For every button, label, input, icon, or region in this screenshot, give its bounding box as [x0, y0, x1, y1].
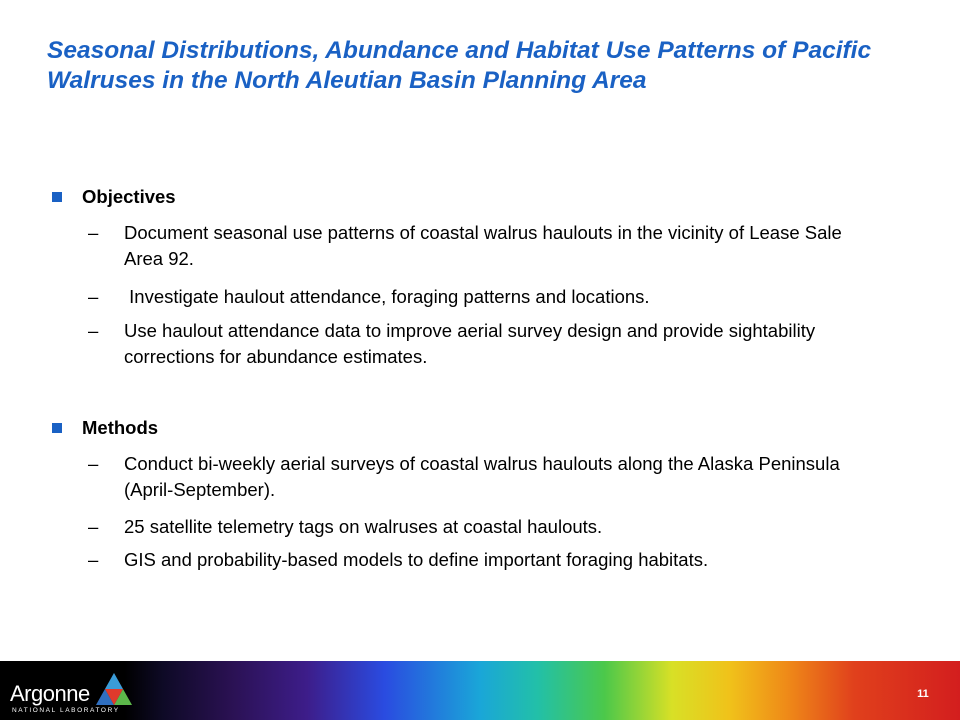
slide-title: Seasonal Distributions, Abundance and Habitat Use Patterns of Pacific Walruses in the North Aleutian Basin Planning Area [47, 37, 872, 94]
dash-marker: – [88, 222, 99, 243]
list-item [88, 220, 848, 272]
list-item-text: Document seasonal use patterns of coastal walrus haulouts in the vicinity of Lease Sale Area 92. [124, 222, 842, 269]
list-item-text: Use haulout attendance data to improve aerial survey design and provide sightability corrections for abundance estimates. [124, 320, 816, 367]
page-number: 11 [917, 688, 929, 700]
section-heading-label: Methods [82, 417, 159, 438]
argonne-triangle-icon [94, 671, 134, 707]
square-bullet-icon [52, 423, 62, 433]
list-item-text: Investigate haulout attendance, foraging patterns and locations. [124, 286, 650, 307]
footer-spectrum-bar [0, 661, 960, 720]
square-bullet-icon [52, 192, 62, 202]
section-heading-label: Objectives [82, 186, 176, 207]
list-item-text: Conduct bi-weekly aerial surveys of coastal walrus haulouts along the Alaska Peninsula (April-September). [124, 453, 840, 500]
list-item-text: GIS and probability-based models to define important foraging habitats. [124, 549, 709, 570]
dash-marker: – [88, 320, 99, 341]
list-item [88, 451, 848, 503]
list-item-text: 25 satellite telemetry tags on walruses at coastal haulouts. [124, 516, 603, 537]
list-item [88, 318, 848, 370]
section-heading-methods [52, 417, 158, 439]
dash-marker: – [88, 549, 99, 570]
logo-subtitle: NATIONAL LABORATORY [12, 707, 120, 714]
list-item [88, 514, 848, 540]
logo-wordmark: Argonne [10, 681, 90, 706]
dash-marker: – [88, 516, 99, 537]
list-item [88, 284, 848, 310]
section-heading-objectives [52, 186, 176, 208]
list-item [88, 547, 848, 573]
dash-marker: – [88, 453, 99, 474]
dash-marker: – [88, 286, 99, 307]
argonne-logo-icon [8, 667, 138, 717]
